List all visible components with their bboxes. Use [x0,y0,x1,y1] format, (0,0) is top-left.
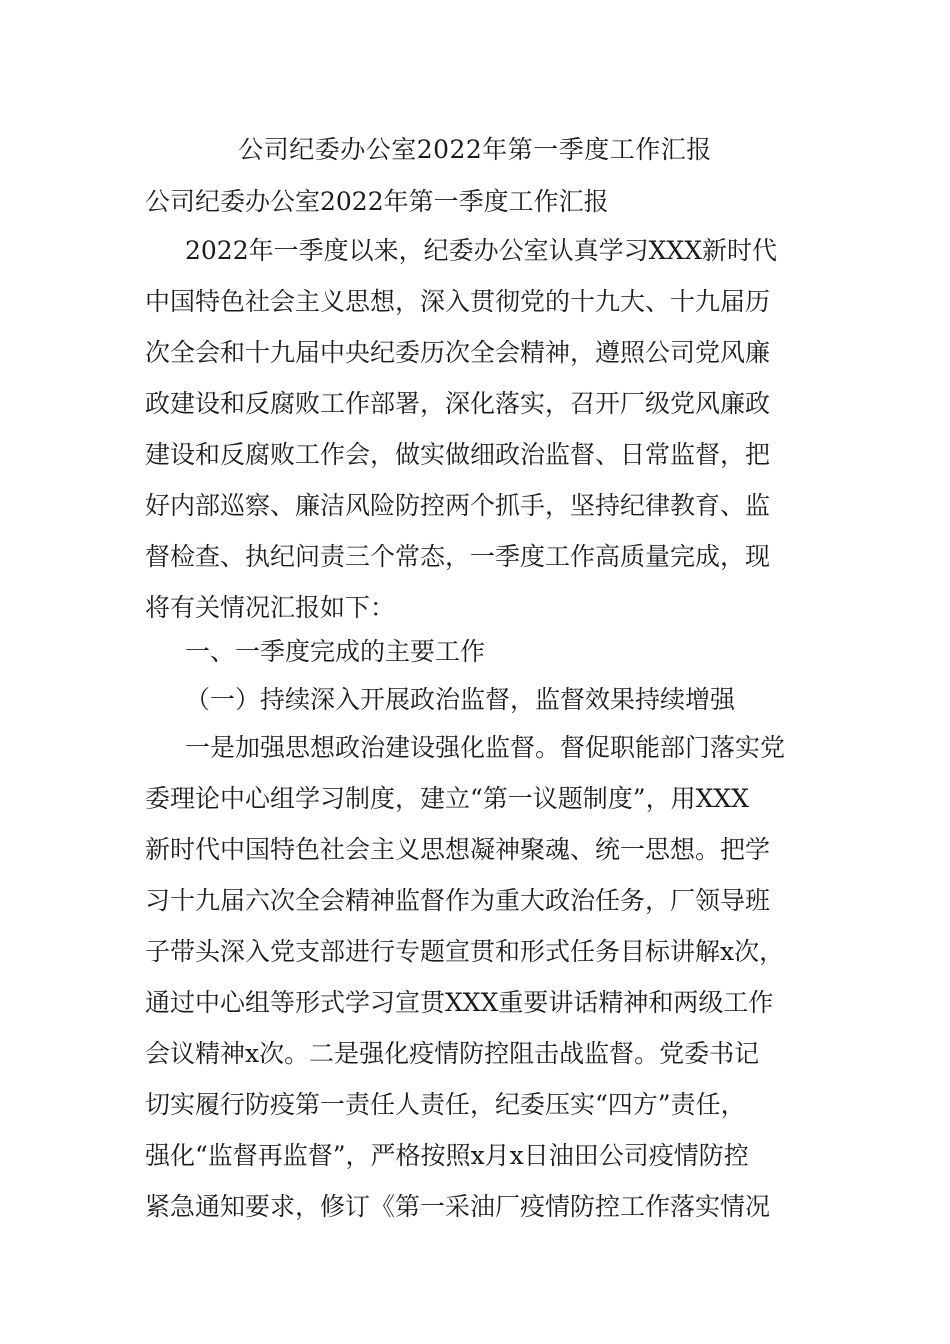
body-line-13: 新时代中国特色社会主义思想凝神聚魂、统一思想。把学 [145,835,771,864]
body-line-20: 紧急通知要求，修订《第一采油厂疫情防控工作落实情况 [145,1192,771,1221]
subsection-heading: （一）持续深入开展政治监督，监督效果持续增强 [185,685,736,714]
body-line-19: 强化“监督再监督”，严格按照x月x日油田公司疫情防控 [145,1141,749,1170]
body-line-6: 好内部巡察、廉洁风险防控两个抓手，坚持纪律教育、监 [145,491,771,520]
body-line-3: 次全会和十九届中央纪委历次全会精神，遵照公司党风廉 [145,338,771,367]
body-line-8: 将有关情况汇报如下： [145,593,396,622]
body-line-12: 委理论中心组学习制度，建立“第一议题制度”，用XXX [145,784,749,813]
body-line-4: 政建设和反腐败工作部署，深化落实，召开厂级党风廉政 [145,389,771,418]
body-line-14: 习十九届六次全会精神监督作为重大政治任务，厂领导班 [145,886,771,915]
body-line-16: 通过中心组等形式学习宣贯XXX重要讲话精神和两级工作 [145,988,774,1017]
body-line-11: 一是加强思想政治建设强化监督。督促职能部门落实党 [185,733,786,762]
body-line-7: 督检查、执纪问责三个常态，一季度工作高质量完成，现 [145,542,771,571]
body-line-15: 子带头深入党支部进行专题宣贯和形式任务目标讲解x次， [145,937,785,966]
section-heading: 一、一季度完成的主要工作 [185,637,486,666]
document-title: 公司纪委办公室2022年第一季度工作汇报 [238,135,712,164]
body-line-17: 会议精神x次。二是强化疫情防控阻击战监督。党委书记 [145,1039,760,1068]
body-line-18: 切实履行防疫第一责任人责任，纪委压实“四方”责任， [145,1090,746,1119]
body-line-2: 中国特色社会主义思想，深入贯彻党的十九大、十九届历 [145,287,771,316]
body-line-1: 2022年一季度以来，纪委办公室认真学习XXX新时代 [185,236,778,265]
body-line-5: 建设和反腐败工作会，做实做细政治监督、日常监督，把 [145,440,771,469]
document-subtitle: 公司纪委办公室2022年第一季度工作汇报 [145,187,609,216]
